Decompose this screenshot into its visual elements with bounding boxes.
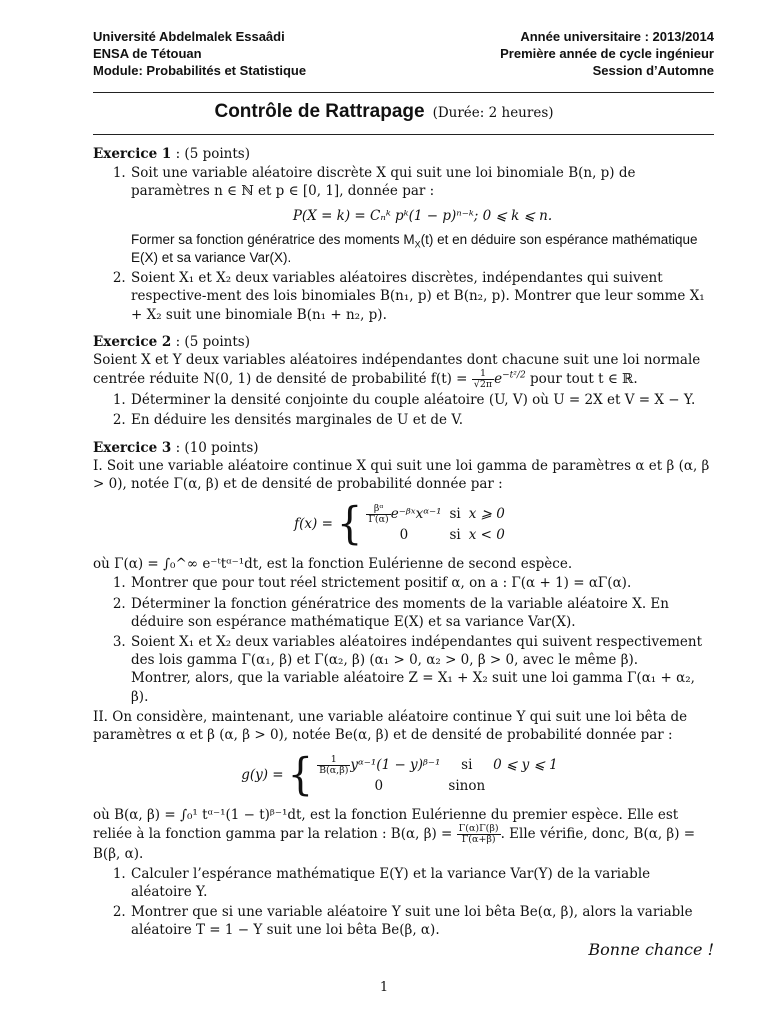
gamma-density-cases bbox=[294, 498, 513, 550]
exercise-2-intro bbox=[93, 351, 714, 390]
beta-density-table bbox=[317, 754, 566, 796]
gamma-function-definition: où Γ(α) = ∫₀^∞ e⁻ᵗtᵅ⁻¹dt, est la fonction Eulérienne de second espèce. bbox=[93, 556, 573, 573]
gamma-density-lhs: f(x) = bbox=[294, 516, 333, 533]
beta-relation-fraction bbox=[457, 824, 501, 845]
exam-title bbox=[0, 101, 768, 123]
beta-relation-num: Γ(α)Γ(β) bbox=[458, 823, 499, 835]
beta-def-tail: . Elle vérifie, donc, B(α, β) = B(β, α). bbox=[93, 826, 696, 863]
gamma-case-1 bbox=[366, 503, 513, 526]
cycle-year: Première année de cycle ingénieur bbox=[500, 46, 714, 61]
exercise-2-heading bbox=[93, 333, 714, 351]
beta-case-2-empty bbox=[493, 777, 566, 796]
beta-case-2-cond: sinon bbox=[448, 778, 486, 795]
gamma-case-2 bbox=[366, 526, 513, 545]
exercise-3-i-q3-text: Soient X₁ et X₂ deux variables aléatoires indépendantes qui suivent respectivement des lois gamma Γ(α₁, β) et Γ(α₂, β) (α₁ > 0, α₂ > 0, β > 0, avec le même β). bbox=[131, 634, 702, 669]
exercise-1-questions bbox=[93, 164, 714, 324]
binomial-formula: P(X = k) = Cₙᵏ pᵏ(1 − p)ⁿ⁻ᵏ; 0 ⩽ k ⩽ n. bbox=[292, 207, 553, 224]
density-exp: e bbox=[494, 371, 503, 388]
title-rule bbox=[93, 134, 714, 135]
beta-function-definition bbox=[93, 806, 714, 863]
exercise-3-part-1-questions bbox=[93, 574, 714, 705]
session-name: Session d’Automne bbox=[592, 63, 714, 78]
academic-year: Année universitaire : 2013/2014 bbox=[520, 29, 714, 44]
beta-case-1-den: B(α,β) bbox=[319, 765, 349, 777]
beta-case-1-rest: yᵅ⁻¹(1 − y)ᵝ⁻¹ bbox=[350, 757, 441, 774]
mgf-text: Former sa fonction génératrice des moments M bbox=[131, 231, 415, 247]
header-right bbox=[500, 28, 714, 79]
exercise-2-intro-text: Soient X et Y deux variables aléatoires indépendantes dont chacune suit une loi normale centrée réduite N(0, 1) de densité de probabilité f(t) = bbox=[93, 352, 701, 388]
beta-def-text: où B(α, β) = ∫₀¹ tᵅ⁻¹(1 − t)ᵝ⁻¹dt, est la fonction Eulérienne du premier espèce. Elle est reliée à la fonction gamma par la relation : B(α, β) = bbox=[93, 807, 679, 843]
beta-case-2 bbox=[317, 777, 566, 796]
exam-body bbox=[93, 145, 714, 942]
mgf-subscript: X bbox=[414, 239, 421, 250]
exercise-1-q1-task bbox=[131, 232, 698, 265]
gamma-case-1-frac bbox=[366, 504, 390, 525]
exercise-3-part-1-intro: I. Soit une variable aléatoire continue X qui suit une loi gamma de paramètres α et β (α, β > 0), notée Γ(α, β) et de densité de probabilité donnée par : bbox=[93, 457, 710, 493]
school-name: ENSA de Tétouan bbox=[93, 46, 202, 61]
beta-density-formula bbox=[93, 750, 714, 800]
gamma-case-1-expr bbox=[366, 503, 449, 526]
exercise-1-title: Exercice 1 bbox=[93, 146, 172, 162]
beta-density-lhs: g(y) = bbox=[241, 767, 284, 784]
header bbox=[93, 28, 714, 79]
gamma-case-1-num: βᵅ bbox=[366, 504, 390, 515]
exercise-2-title: Exercice 2 bbox=[93, 333, 172, 350]
exercise-1-points: : (5 points) bbox=[175, 146, 250, 162]
beta-case-1 bbox=[317, 754, 566, 777]
exercise-3-i-q2: 2. Déterminer la fonction génératrice des moments de la variable aléatoire X. En déduire son espérance mathématique E(X) et sa variance Var(X). bbox=[130, 595, 714, 631]
exercise-2-q1: 1. Déterminer la densité conjointe du couple aléatoire (U, V) où U = 2X et V = X − Y. bbox=[130, 391, 714, 409]
gamma-density-table bbox=[366, 503, 513, 545]
beta-density-cases bbox=[241, 749, 566, 801]
exercise-2-points: : (5 points) bbox=[175, 333, 250, 350]
gamma-case-2-expr: 0 bbox=[399, 527, 409, 544]
exercise-1 bbox=[93, 145, 714, 324]
exercise-3 bbox=[93, 439, 714, 940]
exercise-3-i-q3-task: Montrer, alors, que la variable aléatoire Z = X₁ + X₂ suit une loi gamma Γ(α₁ + α₂, β). bbox=[131, 670, 695, 705]
beta-case-1-si: si bbox=[461, 757, 473, 774]
gamma-case-2-si: si bbox=[449, 527, 461, 544]
exercise-1-q1 bbox=[130, 164, 714, 267]
exercise-3-i-q1: 1. Montrer que pour tout réel strictement positif α, on a : Γ(α + 1) = αΓ(α). bbox=[130, 574, 714, 592]
beta-case-1-num: 1 bbox=[317, 755, 350, 766]
gamma-density-formula bbox=[93, 499, 714, 549]
mgf-text-rest: (t) et en déduire son espérance mathématique E(X) et sa variance Var(X). bbox=[131, 231, 698, 266]
beta-case-1-expr bbox=[317, 754, 448, 777]
exercise-2 bbox=[93, 333, 714, 430]
density-exp-power: −t²/2 bbox=[502, 370, 526, 381]
exercise-3-ii-q1: 1. Calculer l’espérance mathématique E(Y) et la variance Var(Y) de la variable aléatoire Y. bbox=[130, 865, 714, 901]
title-duration: (Durée: 2 heures) bbox=[432, 105, 554, 121]
density-frac-den: √2π bbox=[473, 379, 493, 391]
gamma-case-1-den: Γ(α) bbox=[368, 514, 389, 526]
gamma-case-2-cond: x < 0 bbox=[468, 527, 505, 544]
beta-case-1-frac bbox=[317, 755, 350, 776]
exercise-3-points: : (10 points) bbox=[175, 439, 259, 456]
beta-density-brace: { bbox=[287, 749, 314, 801]
closing-message: Bonne chance ! bbox=[588, 940, 714, 959]
exercise-3-part-2-questions bbox=[93, 865, 714, 940]
gamma-case-1-rest: e⁻ᵝˣxᵅ⁻¹ bbox=[390, 506, 442, 523]
header-left bbox=[93, 28, 306, 79]
exercise-1-q2: 2. Soient X₁ et X₂ deux variables aléatoires discrètes, indépendantes qui suivent respective-ment des lois binomiales B(n₁, p) et B(n₂, p). Montrer que leur somme X₁ + X₂ suit une binomiale B(n₁ + n₂, p). bbox=[130, 269, 714, 324]
exercise-2-q2: 2. En déduire les densités marginales de U et de V. bbox=[130, 411, 714, 429]
exercise-3-heading bbox=[93, 439, 714, 457]
exercise-2-intro-tail: pour tout t ∈ ℝ. bbox=[529, 371, 638, 388]
exercise-3-i-q3 bbox=[130, 633, 714, 706]
density-fraction bbox=[472, 369, 494, 390]
exercise-1-heading bbox=[93, 145, 714, 163]
page-number: 1 bbox=[379, 980, 389, 995]
exercise-3-part-2-intro: II. On considère, maintenant, une variable aléatoire continue Y qui suit une loi bêta de paramètres α et β (α, β > 0), notée Be(α, β) et de densité de probabilité donnée par : bbox=[93, 708, 688, 744]
gamma-density-brace: { bbox=[336, 498, 363, 550]
module-name: Module: Probabilités et Statistique bbox=[93, 63, 307, 78]
top-rule bbox=[93, 92, 714, 93]
university-name: Université Abdelmalek Essaâdi bbox=[93, 29, 285, 44]
exercise-3-title: Exercice 3 bbox=[93, 439, 172, 456]
title-main: Contrôle de Rattrapage bbox=[214, 101, 425, 122]
exercise-1-q1-text: Soit une variable aléatoire discrète X qui suit une loi binomiale B(n, p) de paramètres n ∈ ℕ et p ∈ [0, 1], donnée par : bbox=[131, 165, 636, 200]
exercise-2-questions bbox=[93, 391, 714, 429]
beta-case-1-cond: 0 ⩽ y ⩽ 1 bbox=[493, 757, 558, 774]
density-frac-num: 1 bbox=[472, 369, 494, 380]
gamma-case-1-si: si bbox=[449, 506, 461, 523]
beta-case-2-expr: 0 bbox=[374, 778, 384, 795]
gamma-case-1-cond: x ⩾ 0 bbox=[468, 506, 505, 523]
exercise-3-ii-q2: 2. Montrer que si une variable aléatoire Y suit une loi bêta Be(α, β), alors la variable aléatoire T = 1 − Y suit une loi bêta Be(β, α). bbox=[130, 903, 714, 939]
beta-relation-den: Γ(α+β) bbox=[461, 834, 496, 846]
